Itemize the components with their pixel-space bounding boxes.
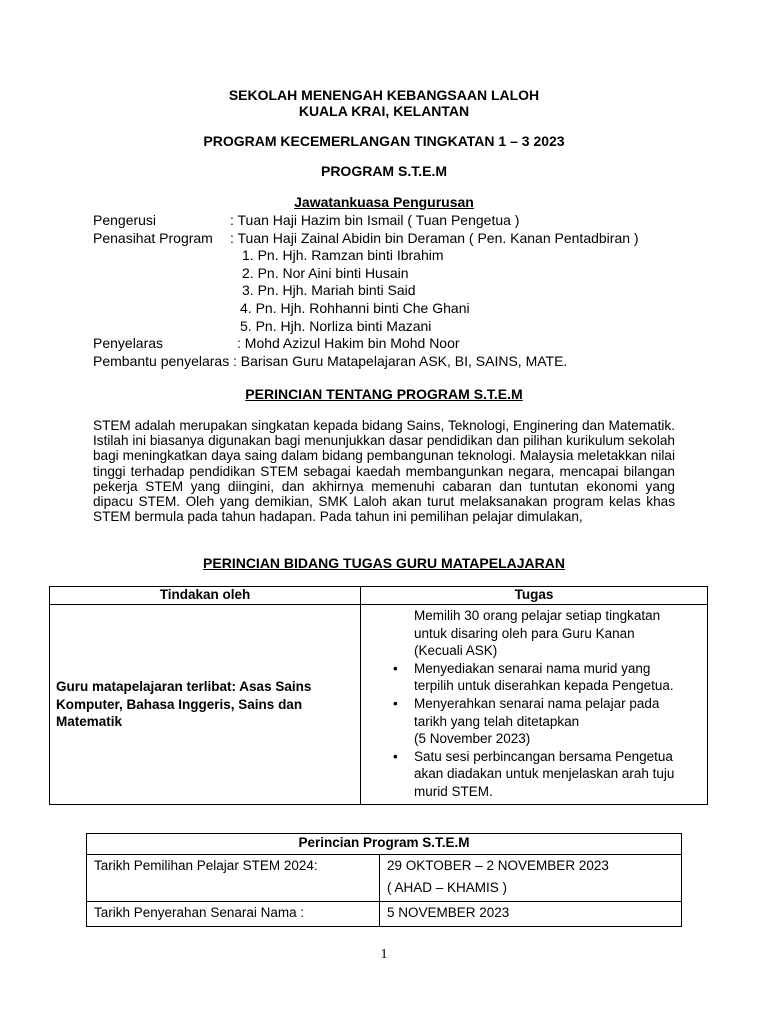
duties-table: [49, 586, 708, 805]
task-line: akan diadakan untuk menjelaskan arah tuju: [414, 766, 675, 782]
task-line: • Menyerahkan senarai nama pelajar pada: [414, 695, 660, 711]
task-line: murid STEM.: [414, 783, 493, 799]
task-line: • Menyediakan senarai nama murid yang: [414, 660, 651, 676]
program-title: PROGRAM KECEMERLANGAN TINGKATAN 1 – 3 2023: [203, 133, 565, 149]
program-name: PROGRAM S.T.E.M: [320, 163, 447, 179]
task-line: untuk disaring oleh para Guru Kanan: [414, 625, 635, 641]
page-number: 1: [380, 947, 388, 962]
committee-value: : Mohd Azizul Hakim bin Mohd Noor: [237, 335, 460, 351]
tasks-list: [361, 607, 707, 801]
task-item: [361, 695, 707, 748]
task-line: (Kecuali ASK): [414, 643, 498, 659]
pick-date-days: ( AHAD – KHAMIS ): [387, 880, 508, 895]
task-item: [361, 748, 707, 801]
task-item: [361, 660, 707, 695]
committee-row: [93, 334, 460, 352]
pick-date-range: 29 OKTOBER – 2 NOVEMBER 2023: [387, 858, 609, 873]
pick-date-label: Tarikh Pemilihan Pelajar STEM 2024:: [87, 855, 380, 902]
program-details-heading: Perincian Program S.T.E.M: [87, 834, 682, 855]
committee-value: : Tuan Haji Hazim bin Ismail ( Tuan Pengetua ): [230, 212, 520, 228]
submit-date-label: Tarikh Penyerahan Senarai Nama :: [87, 902, 380, 927]
committee-member: 1. Pn. Hjh. Ramzan binti Ibrahim: [242, 247, 444, 263]
committee-row: [93, 352, 568, 370]
details-heading: PERINCIAN TENTANG PROGRAM S.T.E.M: [245, 386, 523, 402]
task-item: [361, 607, 707, 660]
program-details-table: [86, 833, 682, 927]
committee-heading: Jawatankuasa Pengurusan: [294, 194, 474, 210]
committee-member: 4. Pn. Hjh. Rohhanni binti Che Ghani: [240, 300, 470, 316]
committee-value: : Tuan Haji Zainal Abidin bin Deraman ( Pen. Kanan Pentadbiran ): [230, 230, 639, 246]
committee-label: Pembantu penyelaras: [93, 353, 230, 369]
committee-label: Penasihat Program: [93, 230, 213, 246]
committee-member: 3. Pn. Hjh. Mariah binti Said: [242, 282, 416, 298]
committee-row: [93, 211, 520, 229]
committee-value: : Barisan Guru Matapelajaran ASK, BI, SAINS, MATE.: [233, 353, 568, 369]
task-line: (5 November 2023): [414, 731, 531, 747]
task-line: • Satu sesi perbincangan bersama Pengetua: [414, 748, 673, 764]
task-line: terpilih untuk diserahkan kepada Pengetua.: [414, 678, 674, 694]
task-line: Memilih 30 orang pelajar setiap tingkatan: [414, 608, 661, 623]
tasks-cell: [361, 605, 708, 805]
submit-date-value: 5 NOVEMBER 2023: [380, 902, 682, 927]
actor-text: Guru matapelajaran terlibat: Asas Sains Komputer, Bahasa Inggeris, Sains dan Matematik: [56, 679, 312, 730]
school-location: KUALA KRAI, KELANTAN: [298, 103, 470, 119]
col-header-task: Tugas: [361, 587, 708, 605]
task-line: tarikh yang telah ditetapkan: [414, 713, 580, 729]
committee-member: 2. Pn. Nor Aini binti Husain: [242, 265, 409, 281]
committee-label: Penyelaras: [93, 335, 164, 351]
pick-date-value: [380, 855, 682, 902]
duties-heading: PERINCIAN BIDANG TUGAS GURU MATAPELAJARAN: [203, 555, 565, 571]
committee-row: [93, 229, 639, 247]
school-name: SEKOLAH MENENGAH KEBANGSAAN LALOH: [228, 87, 540, 103]
actor-cell: [50, 605, 361, 805]
committee-member: 5. Pn. Hjh. Norliza binti Mazani: [240, 318, 432, 334]
col-header-action: Tindakan oleh: [50, 587, 361, 605]
committee-label: Pengerusi: [93, 212, 157, 228]
details-paragraph: STEM adalah merupakan singkatan kepada bidang Sains, Teknologi, Enginering dan Matematik. Istilah ini biasanya digunakan bagi menunjukkan dasar pendidikan dan pilihan kurikulum sekolah bagi meningkatkan daya saing dalam bidang pembangunan teknologi. Malaysia meletakkan nilai tinggi terhadap pendidikan STEM sebagai kaedah membangunkan negara, mencapai bilangan pekerja STEM yang diingini, dan akhirnya memenuhi cabaran dan tuntutan ekonomi yang dipacu STEM. Oleh yang demikian, SMK Laloh akan turut melaksanakan program kelas khas STEM bermula pada tahun hadapan. Pada tahun ini pemilihan pelajar dimulakan,: [93, 418, 675, 525]
